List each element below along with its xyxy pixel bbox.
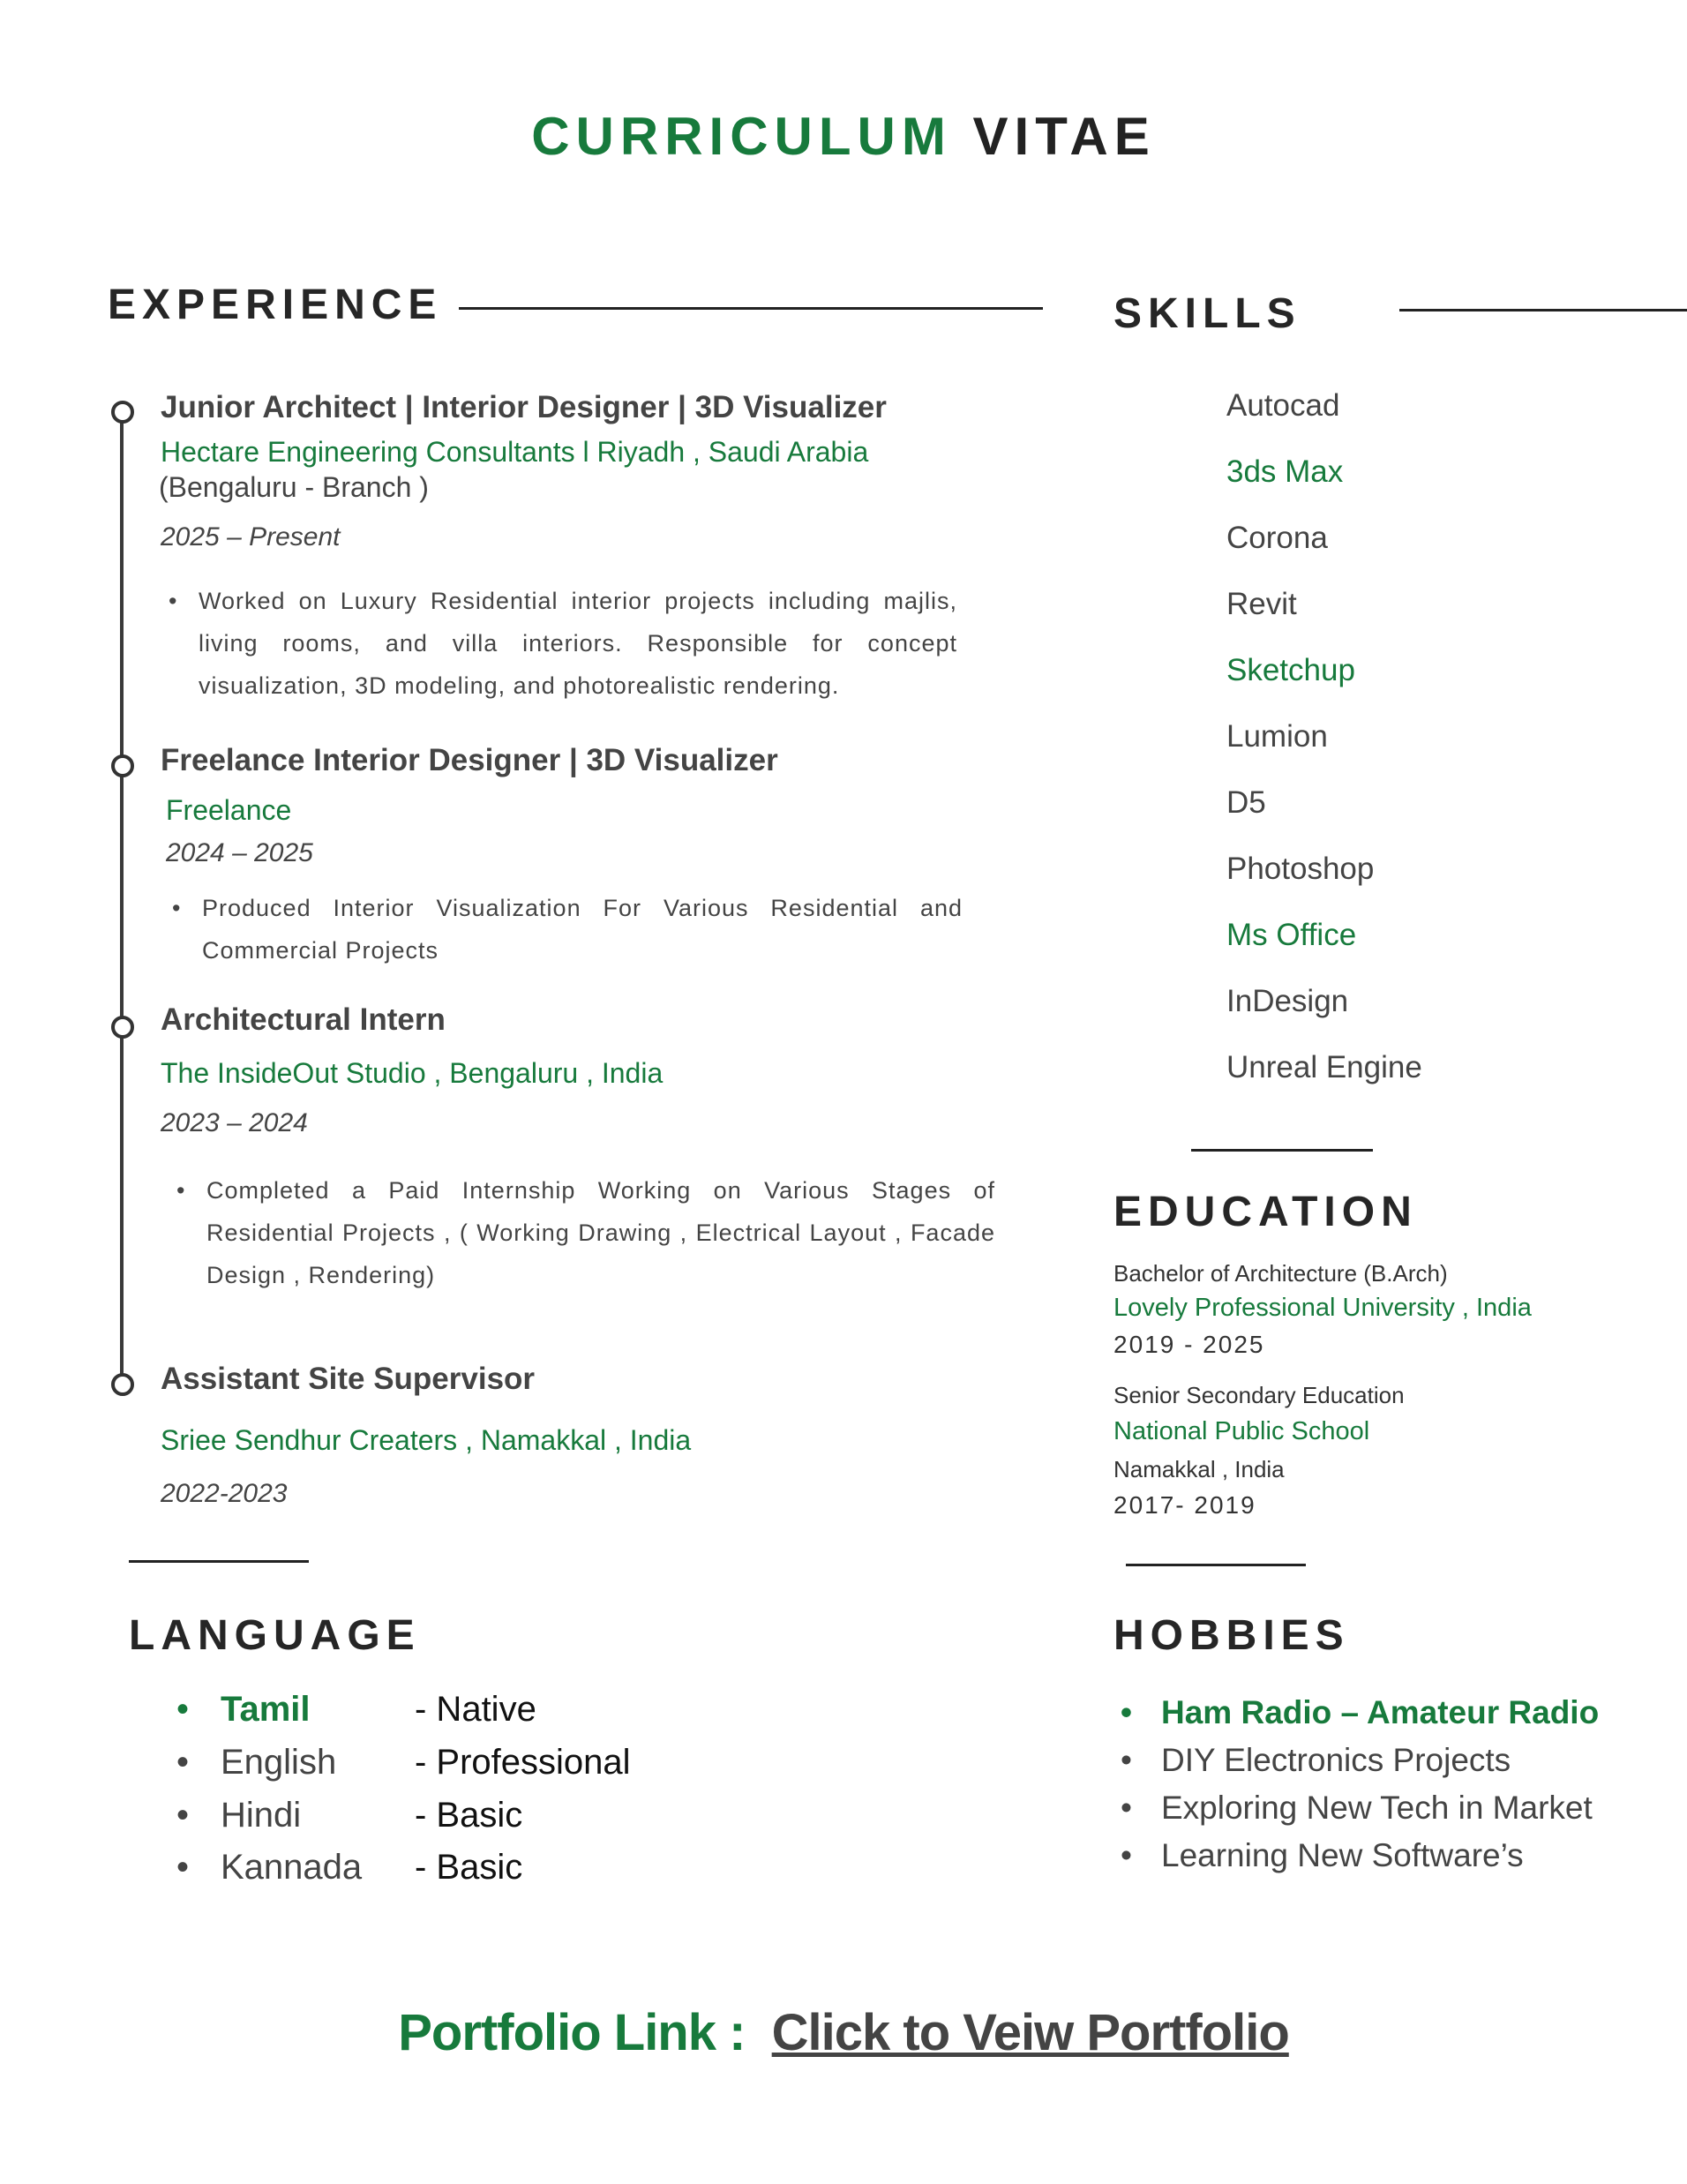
language-level: - Native [415,1690,536,1729]
hobby-item: • Ham Radio – Amateur Radio [1121,1694,1600,1730]
portfolio-link[interactable]: Click to Veiw Portfolio [771,2004,1289,2061]
hobbies-heading: HOBBIES [1113,1612,1350,1659]
job-title: Assistant Site Supervisor [161,1362,536,1396]
language-item: • English - Professional [176,1743,631,1782]
skills-rule [1399,309,1687,311]
skill-item: Lumion [1226,719,1328,754]
language-name: Tamil [221,1690,311,1729]
language-heading: LANGUAGE [129,1612,421,1659]
experience-heading: EXPERIENCE [108,281,443,328]
portfolio-label: Portfolio Link : [398,2004,746,2061]
portfolio-line [0,2003,1687,2062]
job-company: Hectare Engineering Consultants l Riyadh , Saudi Arabia [161,436,869,468]
job-bullet: • Completed a Paid Internship Working on Various Stages of Residential Projects , ( Working Drawing , Electrical Layout , Facade Design , Rendering) [176,1177,995,1288]
job-dates: 2022-2023 [161,1479,288,1508]
skill-item: 3ds Max [1226,454,1344,489]
experience-end-rule [129,1560,309,1563]
education-heading: EDUCATION [1113,1189,1418,1235]
education-end-rule [1126,1564,1306,1566]
page-title [0,106,1687,167]
education-years: 2019 - 2025 [1113,1331,1265,1358]
hobby-item: • DIY Electronics Projects [1121,1742,1511,1778]
education-degree: Senior Secondary Education [1113,1382,1405,1408]
job-company: Sriee Sendhur Creaters , Namakkal , India [161,1424,692,1456]
skill-item: Corona [1226,521,1328,555]
title-part-1: CURRICULUM [531,107,952,166]
timeline-line [120,409,124,1380]
timeline-node [111,754,134,777]
hobby-item: • Exploring New Tech in Market [1121,1790,1593,1826]
skill-item: InDesign [1226,984,1349,1018]
education-school: National Public School [1113,1417,1370,1445]
language-name: Kannada [221,1848,363,1887]
language-name: Hindi [221,1796,302,1835]
job-company: The InsideOut Studio , Bengaluru , India [161,1057,664,1089]
timeline-node [111,401,134,424]
language-name: English [221,1743,337,1782]
job-bullet: • Worked on Luxury Residential interior projects including majlis, living rooms, and villa interiors. Responsible for concept visualization, 3D modeling, and photorealistic rendering. [169,588,957,699]
skill-item: Ms Office [1226,918,1357,952]
skill-item: D5 [1226,785,1266,820]
skills-heading: SKILLS [1113,290,1301,337]
job-dates: 2024 – 2025 [166,838,313,867]
education-degree: Bachelor of Architecture (B.Arch) [1113,1260,1448,1287]
education-location: Namakkal , India [1113,1456,1285,1482]
job-title: Architectural Intern [161,1002,446,1037]
language-level: - Basic [415,1796,523,1835]
language-item: • Hindi - Basic [176,1796,523,1835]
skill-item: Autocad [1226,388,1340,423]
title-part-2: VITAE [972,107,1156,166]
timeline-node [111,1016,134,1039]
job-dates: 2023 – 2024 [161,1108,308,1137]
language-level: - Professional [415,1743,631,1782]
skill-item: Sketchup [1226,653,1355,687]
job-company: Freelance [166,794,292,826]
skill-item: Photoshop [1226,852,1375,886]
language-item: • Tamil - Native [176,1690,536,1729]
education-school: Lovely Professional University , India [1113,1294,1532,1322]
job-bullet: • Produced Interior Visualization For Various Residential and Commercial Projects [172,895,963,964]
skill-item: Unreal Engine [1226,1050,1422,1084]
job-branch: (Bengaluru - Branch ) [159,471,429,503]
experience-rule [459,307,1043,310]
skill-item: Revit [1226,587,1297,621]
timeline-node [111,1373,134,1396]
job-dates: 2025 – Present [161,522,341,552]
language-level: - Basic [415,1848,523,1887]
skills-end-rule [1191,1149,1373,1152]
job-title: Junior Architect | Interior Designer | 3D Visualizer [161,390,887,424]
language-item: • Kannada - Basic [176,1848,523,1887]
job-title: Freelance Interior Designer | 3D Visualizer [161,743,778,777]
education-years: 2017- 2019 [1113,1491,1256,1519]
hobby-item: • Learning New Software’s [1121,1837,1524,1873]
